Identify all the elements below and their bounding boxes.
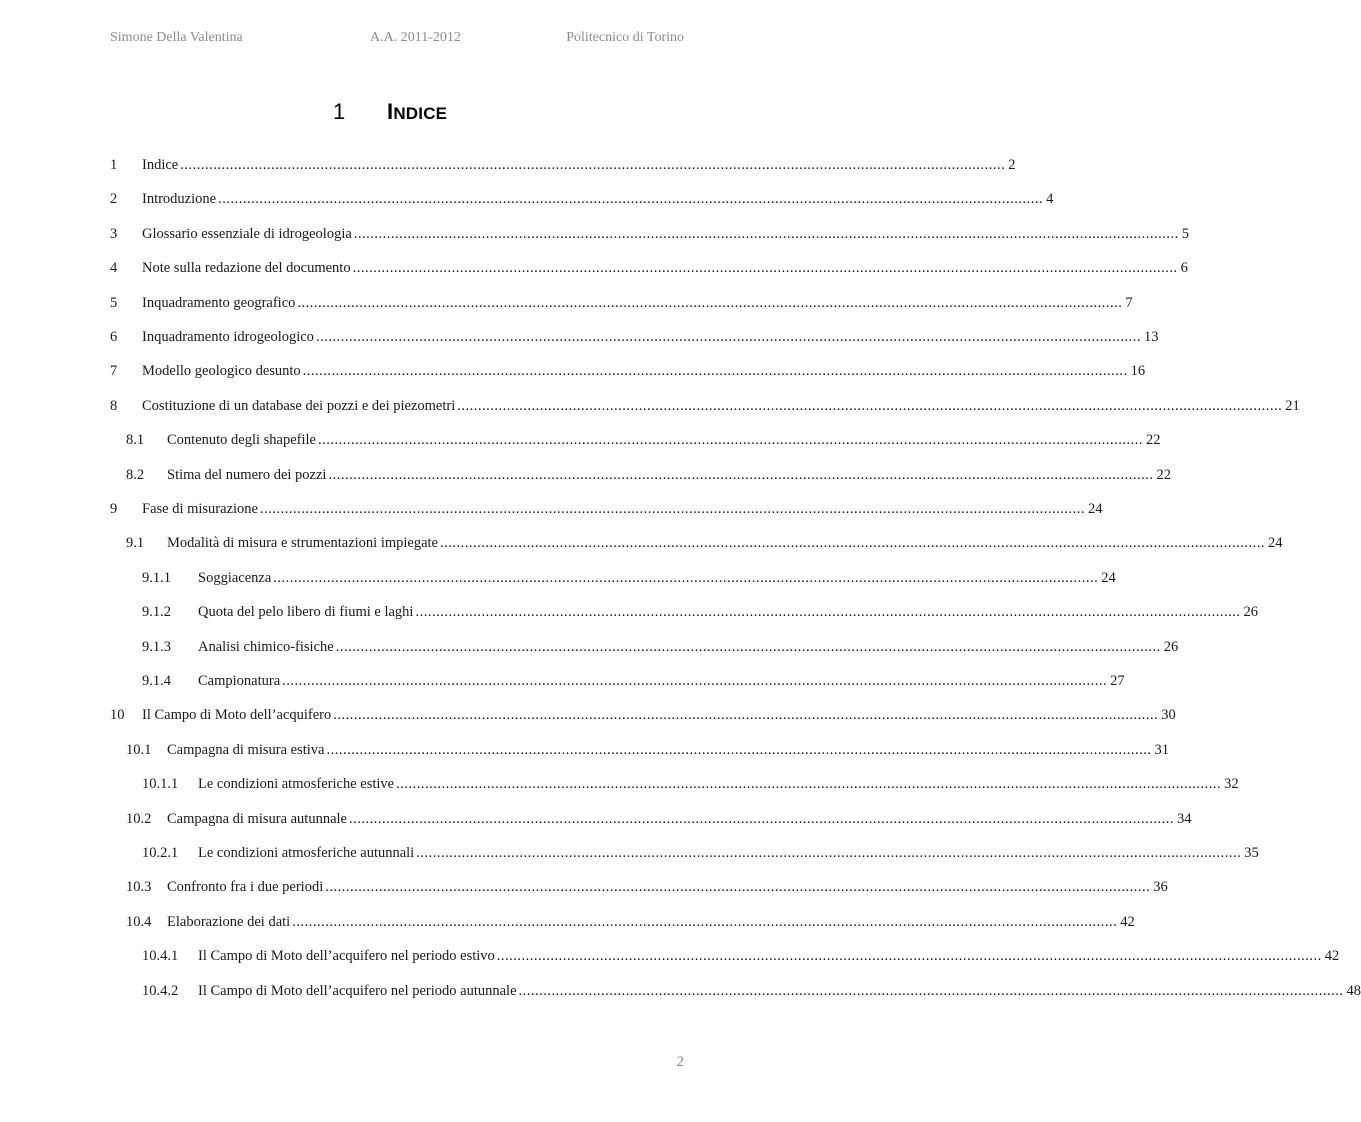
toc-entry-number: 10.4.1 — [142, 948, 179, 964]
toc-entry-number: 10.2.1 — [142, 845, 179, 861]
toc-entry[interactable] — [110, 189, 1054, 209]
title-first-letter: I — [387, 99, 394, 124]
toc-entry-label: Analisi chimico-fisiche — [198, 639, 334, 655]
toc-dot-leader: ........................................................................................................................................................................................................ — [518, 983, 1344, 999]
toc-entry-label: Elaborazione dei dati — [167, 914, 291, 930]
toc-entry[interactable] — [110, 361, 1146, 381]
toc-entry-label: Note sulla redazione del documento — [142, 260, 351, 276]
toc-entry[interactable] — [142, 568, 1116, 588]
toc-entry-label: Campionatura — [198, 673, 281, 689]
toc-entry-number: 9.1.1 — [142, 570, 171, 586]
toc-entry-page: 24 — [1087, 501, 1103, 517]
toc-dot-leader: ........................................................................................................................................................................................................ — [353, 226, 1179, 242]
toc-dot-leader: ........................................................................................................................................................................................................ — [349, 811, 1174, 827]
header-institution: Politecnico di Torino — [566, 30, 684, 45]
toc-entry-page: 26 — [1243, 604, 1258, 620]
toc-entry-page: 22 — [1156, 467, 1171, 483]
toc-entry-number: 5 — [110, 295, 118, 311]
toc-entry-number: 2 — [110, 191, 118, 207]
toc-entry-label: Costituzione di un database dei pozzi e dei piezometri — [142, 398, 456, 414]
title-number: 1 — [333, 99, 346, 124]
toc-entry-number: 9 — [110, 501, 118, 517]
toc-entry-number: 10 — [110, 707, 125, 723]
toc-dot-leader: ........................................................................................................................................................................................................ — [333, 707, 1159, 723]
toc-entry-number: 1 — [110, 157, 118, 173]
toc-dot-leader: ........................................................................................................................................................................................................ — [335, 639, 1161, 655]
toc-entry-page: 22 — [1146, 432, 1161, 448]
toc-entry[interactable] — [126, 912, 1135, 932]
toc-entry-page: 16 — [1130, 363, 1146, 379]
toc-entry-number: 10.3 — [126, 879, 152, 895]
toc-entry-label: Campagna di misura estiva — [167, 742, 325, 758]
title-text — [387, 99, 447, 125]
toc-entry-page: 27 — [1110, 673, 1125, 689]
toc-entry-number: 7 — [110, 363, 118, 379]
toc-entry-number: 10.1 — [126, 742, 152, 758]
toc-dot-leader: ........................................................................................................................................................................................................ — [457, 398, 1283, 414]
toc-entry[interactable] — [110, 396, 1300, 416]
toc-entry-page: 35 — [1244, 845, 1259, 861]
toc-entry-page: 4 — [1046, 191, 1054, 207]
toc-entry-label: Glossario essenziale di idrogeologia — [142, 226, 352, 242]
toc-entry[interactable] — [142, 981, 1361, 1001]
toc-entry-number: 8.1 — [126, 432, 145, 448]
toc-entry[interactable] — [126, 430, 1161, 450]
toc-entry-page: 31 — [1154, 742, 1169, 758]
toc-dot-leader: ........................................................................................................................................................................................................ — [180, 157, 1006, 173]
toc-entry-page: 2 — [1008, 157, 1016, 173]
toc-dot-leader: ........................................................................................................................................................................................................ — [396, 776, 1222, 792]
toc-entry-label: Inquadramento geografico — [142, 295, 296, 311]
toc-entry-page: 30 — [1161, 707, 1176, 723]
toc-entry[interactable] — [142, 946, 1340, 966]
page-header — [110, 30, 684, 50]
toc-entry[interactable] — [110, 327, 1159, 347]
toc-entry-number: 10.4.2 — [142, 983, 179, 999]
toc-entry-label: Soggiacenza — [198, 570, 272, 586]
toc-entry-label: Confronto fra i due periodi — [167, 879, 324, 895]
toc-dot-leader: ........................................................................................................................................................................................................ — [273, 570, 1099, 586]
toc-dot-leader: ........................................................................................................................................................................................................ — [496, 948, 1322, 964]
toc-entry-page: 36 — [1153, 879, 1168, 895]
toc-entry[interactable] — [142, 843, 1259, 863]
toc-dot-leader: ........................................................................................................................................................................................................ — [259, 501, 1085, 517]
toc-entry-label: Fase di misurazione — [142, 501, 258, 517]
toc-entry-page: 7 — [1125, 295, 1133, 311]
toc-entry-number: 9.1.3 — [142, 639, 171, 655]
toc-entry-number: 10.1.1 — [142, 776, 179, 792]
toc-entry-label: Il Campo di Moto dell’acquifero nel periodo autunnale — [198, 983, 517, 999]
toc-dot-leader: ........................................................................................................................................................................................................ — [218, 191, 1044, 207]
toc-dot-leader: ........................................................................................................................................................................................................ — [297, 295, 1123, 311]
toc-entry-label: Campagna di misura autunnale — [167, 811, 347, 827]
toc-entry[interactable] — [142, 637, 1179, 657]
toc-entry-page: 34 — [1177, 811, 1192, 827]
toc-entry-label: Il Campo di Moto dell’acquifero nel periodo estivo — [198, 948, 495, 964]
toc-entry[interactable] — [142, 602, 1258, 622]
toc-entry-page: 21 — [1285, 398, 1300, 414]
toc-entry-page: 32 — [1224, 776, 1239, 792]
toc-entry[interactable] — [110, 705, 1176, 725]
toc-entry-number: 8 — [110, 398, 118, 414]
toc-entry-number: 8.2 — [126, 467, 145, 483]
toc-entry-number: 9.1 — [126, 535, 145, 551]
toc-entry-label: Indice — [142, 157, 179, 173]
toc-entry-label: Le condizioni atmosferiche estive — [198, 776, 395, 792]
toc-entry-page: 26 — [1163, 639, 1179, 655]
toc-entry[interactable] — [126, 740, 1169, 760]
toc-entry-page: 13 — [1143, 329, 1159, 345]
toc-entry-label: Le condizioni atmosferiche autunnali — [198, 845, 415, 861]
toc-entry-label: Inquadramento idrogeologico — [142, 329, 314, 345]
toc-dot-leader: ........................................................................................................................................................................................................ — [415, 604, 1241, 620]
toc-entry-label: Introduzione — [142, 191, 217, 207]
toc-entry[interactable] — [126, 809, 1192, 829]
toc-entry-number: 10.4 — [126, 914, 152, 930]
toc-entry-number: 4 — [110, 260, 118, 276]
toc-entry[interactable] — [142, 774, 1239, 794]
toc-dot-leader: ........................................................................................................................................................................................................ — [440, 535, 1265, 551]
footer-page-number: 2 — [676, 1054, 684, 1070]
toc-dot-leader: ........................................................................................................................................................................................................ — [326, 742, 1152, 758]
toc-entry-page: 42 — [1120, 914, 1135, 930]
toc-dot-leader: ........................................................................................................................................................................................................ — [282, 673, 1108, 689]
toc-entry[interactable] — [110, 258, 1188, 278]
toc-entry[interactable] — [110, 155, 1016, 175]
toc-entry-page: 24 — [1101, 570, 1116, 586]
toc-entry-page: 42 — [1324, 948, 1340, 964]
toc-dot-leader: ........................................................................................................................................................................................................ — [328, 467, 1154, 483]
toc-dot-leader: ........................................................................................................................................................................................................ — [292, 914, 1118, 930]
toc-entry-label: Il Campo di Moto dell’acquifero — [142, 707, 332, 723]
toc-entry-number: 6 — [110, 329, 118, 345]
toc-entry-label: Stima del numero dei pozzi — [167, 467, 327, 483]
header-academic-year: A.A. 2011-2012 — [370, 30, 461, 45]
toc-dot-leader: ........................................................................................................................................................................................................ — [352, 260, 1178, 276]
toc-entry[interactable] — [126, 877, 1168, 897]
toc-entry-page: 24 — [1268, 535, 1283, 551]
header-author: Simone Della Valentina — [110, 30, 243, 45]
toc-entry-number: 9.1.2 — [142, 604, 171, 620]
toc-entry-page: 6 — [1180, 260, 1188, 276]
toc-entry-page: 5 — [1181, 226, 1190, 242]
toc-dot-leader: ........................................................................................................................................................................................................ — [302, 363, 1128, 379]
toc-entry-label: Modalità di misura e strumentazioni impiegate — [167, 535, 438, 551]
toc-dot-leader: ........................................................................................................................................................................................................ — [325, 879, 1151, 895]
toc-entry-number: 10.2 — [126, 811, 152, 827]
toc-entry[interactable] — [110, 224, 1190, 244]
toc-entry[interactable] — [126, 533, 1283, 553]
toc-entry[interactable] — [126, 465, 1171, 485]
title-rest: NDICE — [393, 104, 448, 123]
toc-entry-number: 3 — [110, 226, 118, 242]
toc-entry-label: Contenuto degli shapefile — [167, 432, 316, 448]
toc-entry[interactable] — [110, 499, 1103, 519]
toc-entry-label: Modello geologico desunto — [142, 363, 301, 379]
toc-entry[interactable] — [142, 671, 1125, 691]
toc-dot-leader: ........................................................................................................................................................................................................ — [318, 432, 1143, 448]
toc-entry[interactable] — [110, 293, 1133, 313]
toc-dot-leader: ........................................................................................................................................................................................................ — [416, 845, 1242, 861]
toc-dot-leader: ........................................................................................................................................................................................................ — [315, 329, 1141, 345]
toc-entry-label: Quota del pelo libero di fiumi e laghi — [198, 604, 414, 620]
toc-entry-page: 48 — [1346, 983, 1361, 999]
toc-entry-number: 9.1.4 — [142, 673, 171, 689]
